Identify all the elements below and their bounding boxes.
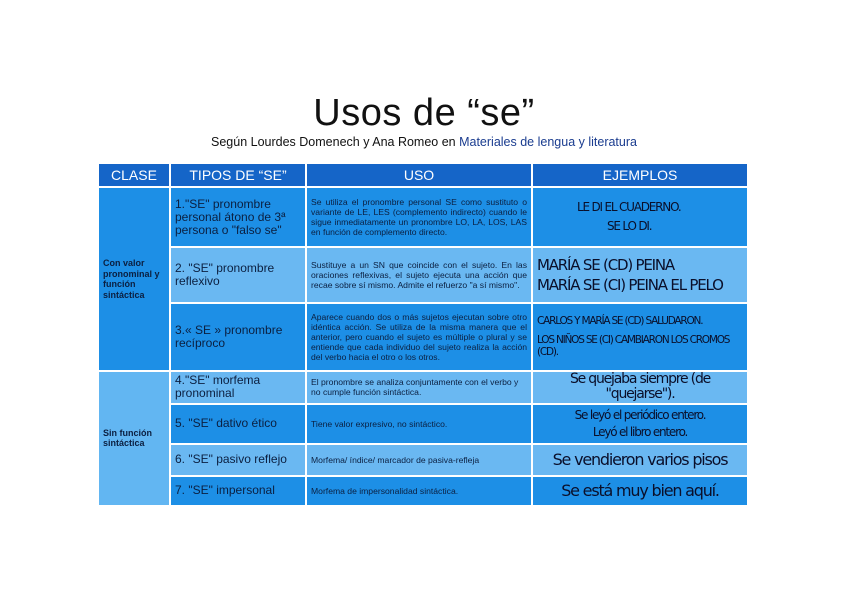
uso-cell: El pronombre se analiza conjuntamente con el verbo y no cumple función sintáctica. xyxy=(306,371,532,404)
header-clase: CLASE xyxy=(98,163,170,187)
ejemplos-cell xyxy=(532,371,748,404)
uso-cell: Tiene valor expresivo, no sintáctico. xyxy=(306,404,532,444)
table-row xyxy=(98,187,748,247)
header-uso: USO xyxy=(306,163,532,187)
tipo-cell: 1."SE" pronombre personal átono de 3ª persona o "falso se" xyxy=(170,187,306,247)
example-line: Se leyó el periódico entero. xyxy=(574,407,706,422)
example-line: Leyó el libro entero. xyxy=(592,424,688,439)
table-row xyxy=(98,303,748,371)
uso-cell: Sustituye a un SN que coincide con el sujeto. En las oraciones reflexivas, el sujeto ejecuta una acción que recae sobre sí mismo. Admite el refuerzo "a sí mismo". xyxy=(306,247,532,303)
example-line: CARLOS Y MARÍA SE (CD) SALUDARON. xyxy=(537,314,703,327)
tipo-cell: 5. "SE" dativo ético xyxy=(170,404,306,444)
header-ejemplos: EJEMPLOS xyxy=(532,163,748,187)
uso-cell: Se utiliza el pronombre personal SE como sustituto o variante de LE, LES (complemento indirecto) cuando le sigue inmediatamente un pronombre LO, LA, LOS, LAS en función de complemento directo. xyxy=(306,187,532,247)
header-tipos: TIPOS DE “SE” xyxy=(170,163,306,187)
tipo-cell: 7. "SE" impersonal xyxy=(170,476,306,506)
example-line: MARÍA SE (CD) PEINA xyxy=(537,255,674,274)
ejemplos-cell xyxy=(532,187,748,247)
example-line: LOS NIÑOS SE (CI) CAMBIARON LOS CROMOS (CD). xyxy=(537,334,730,358)
example-line: LE DI EL CUADERNO. xyxy=(577,199,681,214)
tipo-cell: 6. "SE" pasivo reflejo xyxy=(170,444,306,476)
book-title-link[interactable]: Materiales de lengua y literatura xyxy=(459,135,637,149)
clase-cell: Con valor pronominal y función sintáctica xyxy=(98,187,170,371)
clase-cell: Sin función sintáctica xyxy=(98,371,170,506)
ejemplos-cell xyxy=(532,476,748,506)
tipo-cell: 4."SE" morfema pronominal xyxy=(170,371,306,404)
ejemplos-cell xyxy=(532,444,748,476)
uso-cell: Aparece cuando dos o más sujetos ejecutan sobre otro idéntica acción. Se utiliza de la misma manera que el anterior, pero cuando el sujeto es múltiple o plural y se entiende que cada individuo del sujeto realiza la acción del verbo hacia el otro o los otros. xyxy=(306,303,532,371)
example-line: Se quejaba siempre (de "quejarse"). xyxy=(569,371,711,403)
uses-table xyxy=(97,162,749,507)
ejemplos-cell xyxy=(532,247,748,303)
uso-cell: Morfema de impersonalidad sintáctica. xyxy=(306,476,532,506)
page-title: Usos de “se” xyxy=(313,92,535,134)
table-row xyxy=(98,444,748,476)
subtitle xyxy=(0,135,848,149)
ejemplos-cell xyxy=(532,303,748,371)
table-row xyxy=(98,371,748,404)
table-row xyxy=(98,247,748,303)
table-row xyxy=(98,476,748,506)
ejemplos-cell xyxy=(532,404,748,444)
tipo-cell: 3.« SE » pronombre recíproco xyxy=(170,303,306,371)
example-line: Se está muy bien aquí. xyxy=(561,480,719,500)
tipo-cell: 2. "SE" pronombre reflexivo xyxy=(170,247,306,303)
table-row xyxy=(98,404,748,444)
uso-cell: Morfema/ índice/ marcador de pasiva-refleja xyxy=(306,444,532,476)
header-row xyxy=(98,163,748,187)
subtitle-prefix: Según Lourdes Domenech y Ana Romeo en xyxy=(211,135,460,149)
example-line: SE LO DI. xyxy=(607,219,652,233)
example-line: MARÍA SE (CI) PEINA EL PELO xyxy=(537,276,723,294)
example-line: Se vendieron varios pisos xyxy=(552,449,728,469)
